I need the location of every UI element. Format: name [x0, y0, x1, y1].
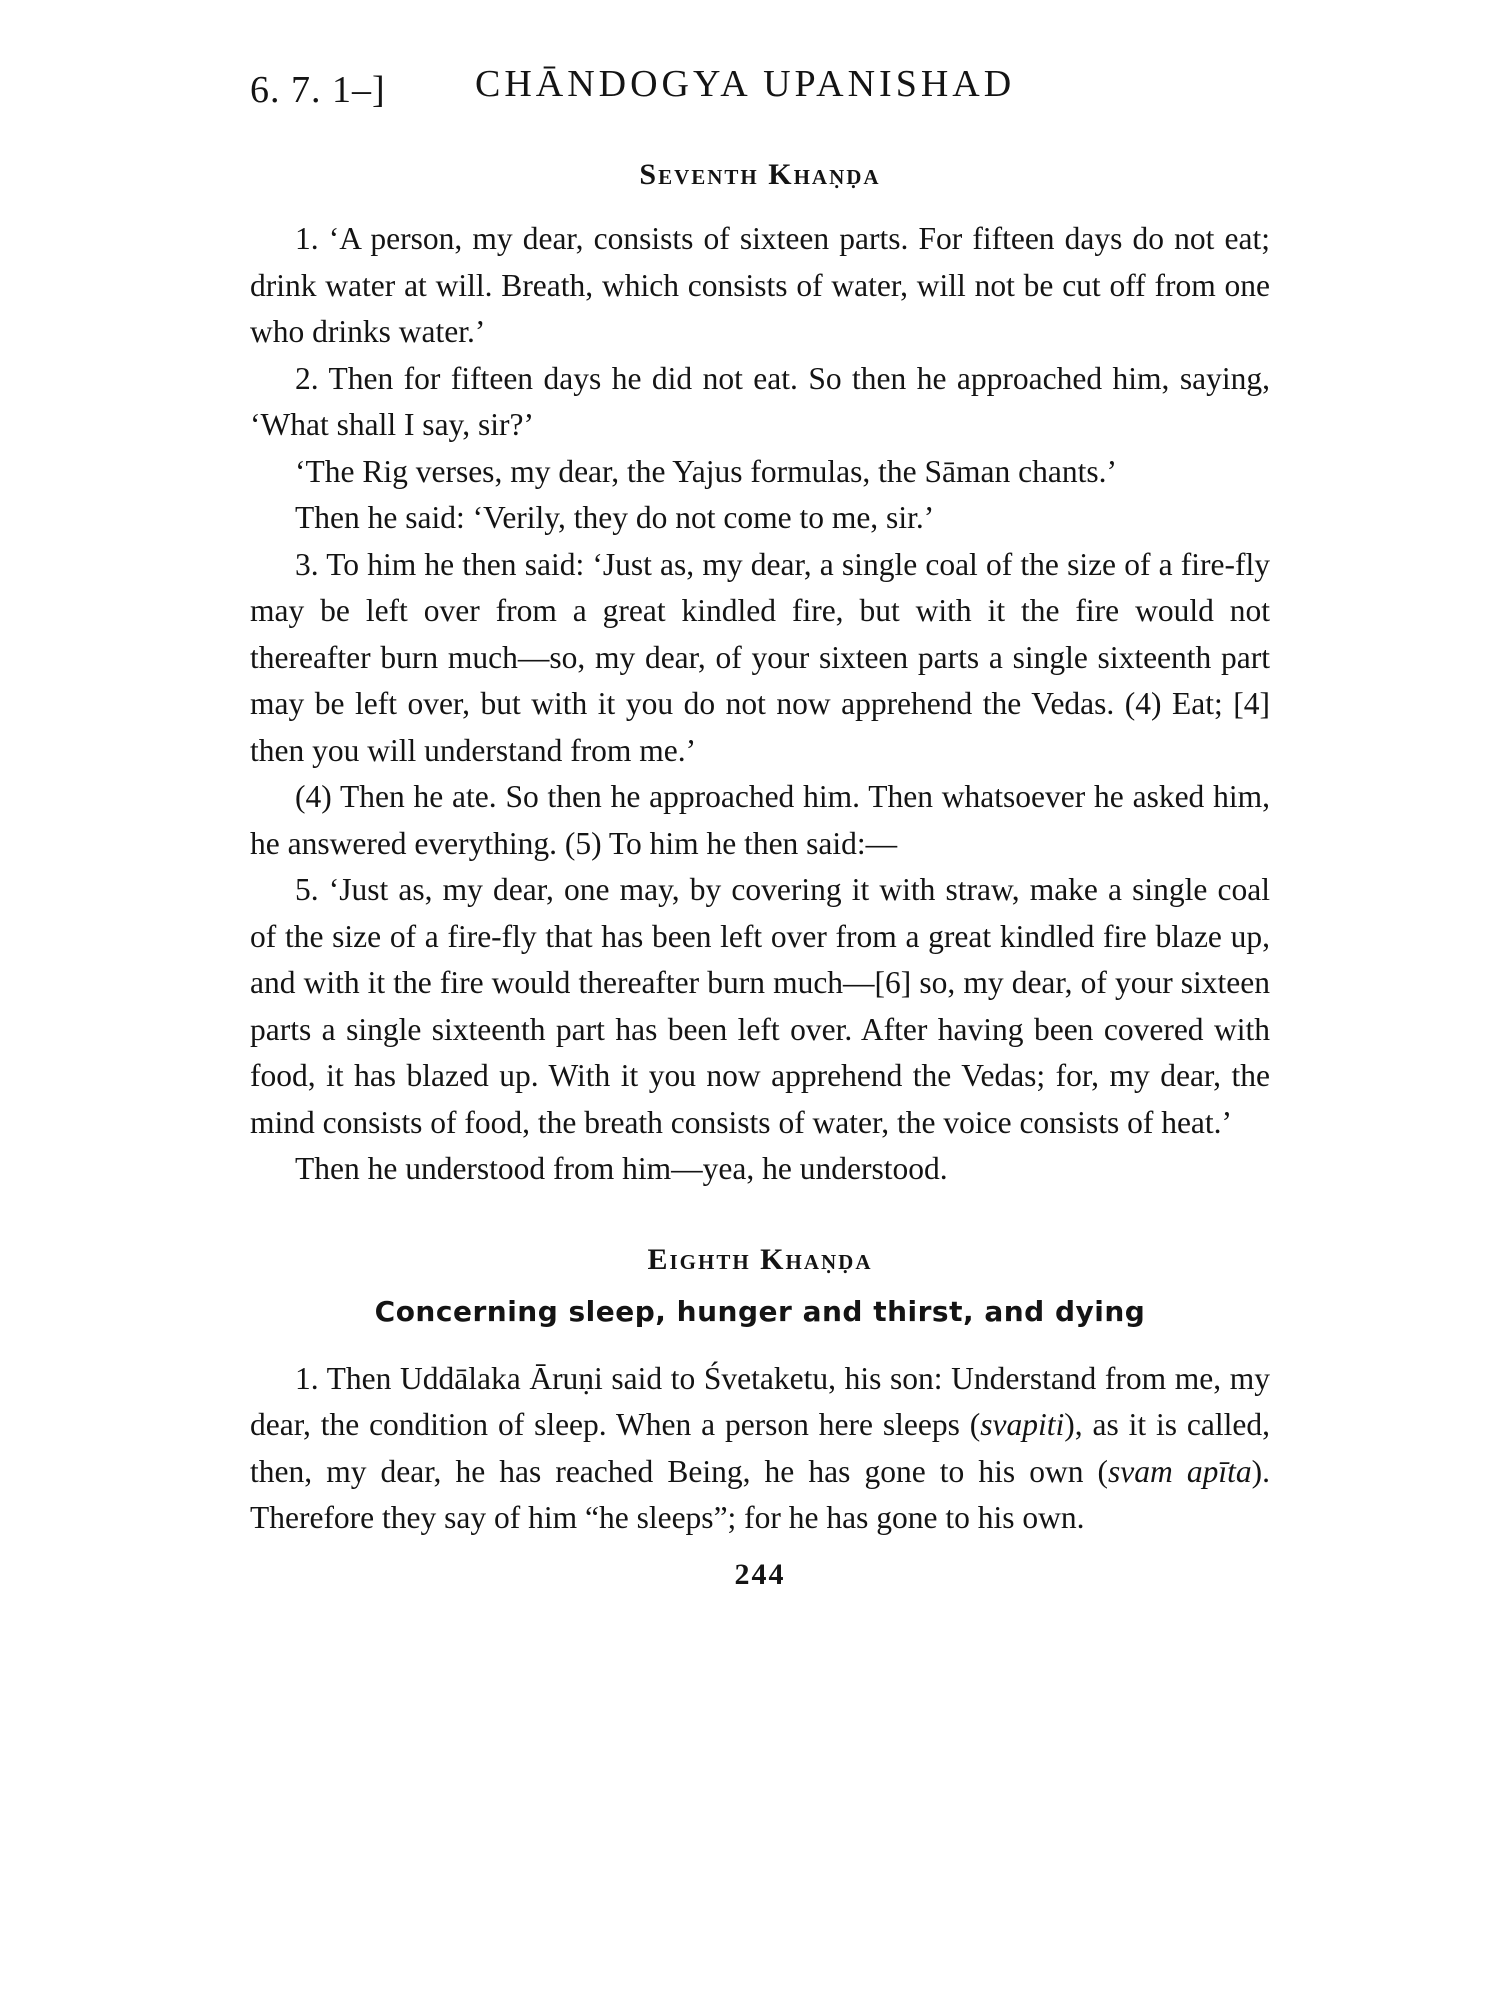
sanskrit-term: svapiti [980, 1407, 1065, 1442]
paragraph-text: 1. Then Uddālaka Āruṇi said to Śvetaketu, his son: Understand from me, my dear, the condition of sleep. When a person here sleeps ( [250, 1360, 1270, 1442]
section-subtitle: Concerning sleep, hunger and thirst, and dying [374, 1294, 1146, 1328]
paragraph [250, 1356, 1270, 1542]
seventh-khanda-heading: Seventh Khaṇḍa [639, 158, 881, 191]
running-title: CHĀNDOGYA UPANISHAD [475, 63, 1016, 105]
section-reference: 6. 7. 1–] [250, 69, 386, 111]
running-head [250, 60, 1270, 130]
page-number: 244 [734, 1557, 786, 1591]
sanskrit-term: svam apīta [1108, 1453, 1252, 1489]
eighth-khanda-heading: Eighth Khaṇḍa [647, 1242, 873, 1276]
paragraph: ‘The Rig verses, my dear, the Yajus formulas, the Sāman chants.’ [295, 453, 1117, 489]
paragraph: Then he said: ‘Verily, they do not come to me, sir.’ [295, 500, 935, 535]
paragraph: Then he understood from him—yea, he understood. [295, 1151, 948, 1186]
paragraph: 3. To him he then said: ‘Just as, my dear, a single coal of the size of a fire-fly may be left over from a great kindled fire, but with it the fire would not thereafter burn much—so, my dear, of your sixteen parts a single sixteenth part may be left over, but with it you do not now apprehend the Vedas. (4) Eat; [4] then you will understand from me.’ [250, 546, 1270, 768]
paragraph: (4) Then he ate. So then he approached him. Then whatsoever he asked him, he answered everything. (5) To him he then said:— [250, 779, 1270, 861]
paragraph-text: ), as it is called, then, my dear, he has reached Being, he has gone to his own ( [250, 1407, 1270, 1489]
paragraph: 1. ‘A person, my dear, consists of sixteen parts. For fifteen days do not eat; drink water at will. Breath, which consists of water, will not be cut off from one who drinks water.’ [250, 221, 1270, 349]
paragraph: 2. Then for fifteen days he did not eat. So then he approached him, saying, ‘What shall I say, sir?’ [250, 360, 1270, 442]
paragraph: 5. ‘Just as, my dear, one may, by covering it with straw, make a single coal of the size of a fire-fly that has been left over from a great kindled fire blaze up, and with it the fire would thereafter burn much—[6] so, my dear, of your sixteen parts a single sixteenth part has been left over. After having been covered with food, it has blazed up. With it you now apprehend the Vedas; for, my dear, the mind consists of food, the breath consists of water, the voice consists of heat.’ [250, 872, 1270, 1140]
book-page [250, 60, 1270, 1592]
paragraph-text: ). Therefore they say of him “he sleeps”; for he has gone to his own. [250, 1453, 1270, 1535]
